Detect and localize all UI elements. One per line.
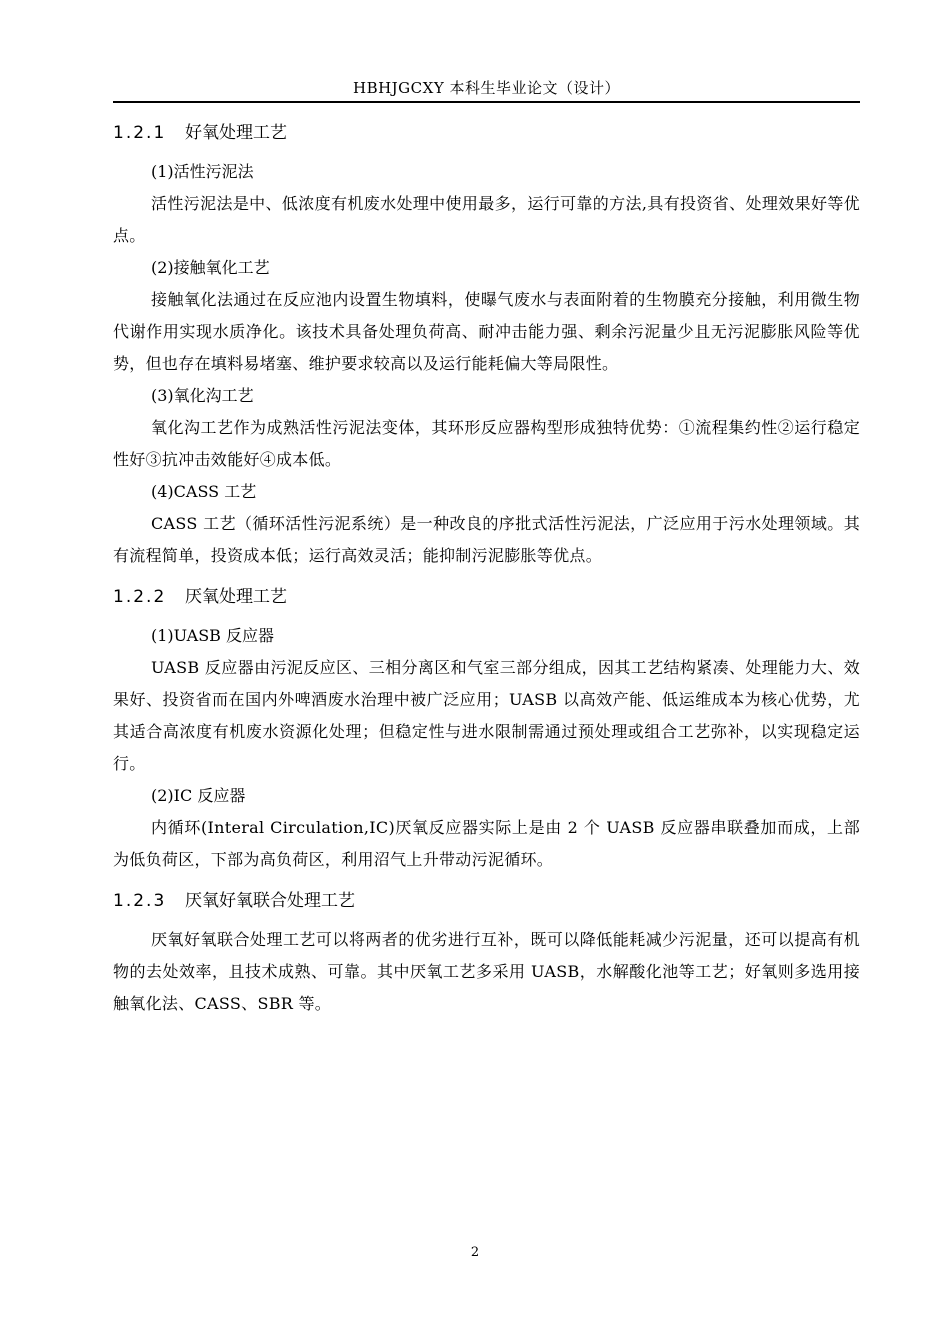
subheading: (1)活性污泥法 [151,162,254,181]
section-title: 厌氧好氧联合处理工艺 [185,891,355,911]
paragraph: 氧化沟工艺作为成熟活性污泥法变体，其环形反应器构型形成独特优势：①流程集约性②运行稳定性好③抗冲击效能好④成本低。 [113,418,860,469]
paragraph: UASB 反应器由污泥反应区、三相分离区和气室三部分组成，因其工艺结构紧凑、处理能力大、效果好、投资省而在国内外啤酒废水治理中被广泛应用；UASB 以高效产能、低运维成本为核心优势，尤其适合高浓度有机废水资源化处理；但稳定性与进水限制需通过预处理或组合工艺弥补，以实现稳定运行。 [113,658,860,773]
paragraph: CASS 工艺（循环活性污泥系统）是一种改良的序批式活性污泥法，广泛应用于污水处理领域。其有流程简单，投资成本低；运行高效灵活；能抑制污泥膨胀等优点。 [113,514,860,565]
subheading: (1)UASB 反应器 [151,626,275,645]
section-heading-1-2-3 [113,888,860,914]
page-number: 2 [470,1245,480,1260]
section-number: 1.2.3 [113,891,167,911]
section-number: 1.2.1 [113,123,167,143]
paragraph: 接触氧化法通过在反应池内设置生物填料，使曝气废水与表面附着的生物膜充分接触，利用微生物代谢作用实现水质净化。该技术具备处理负荷高、耐冲击能力强、剩余污泥量少且无污泥膨胀风险等优势，但也存在填料易堵塞、维护要求较高以及运行能耗偏大等局限性。 [113,290,860,373]
subheading: (2)IC 反应器 [151,786,246,805]
header-rule [113,101,860,103]
running-header: HBHJGCXY 本科生毕业论文（设计） [352,79,620,97]
paragraph: 内循环(Interal Circulation,IC)厌氧反应器实际上是由 2 个 UASB 反应器串联叠加而成，上部为低负荷区，下部为高负荷区，利用沼气上升带动污泥循环。 [113,818,860,869]
section-heading-1-2-1 [113,120,860,146]
section-title: 好氧处理工艺 [185,123,287,143]
subheading: (2)接触氧化工艺 [151,258,270,277]
subheading: (3)氧化沟工艺 [151,386,254,405]
section-heading-1-2-2 [113,584,860,610]
page-body [113,112,860,1020]
paragraph: 活性污泥法是中、低浓度有机废水处理中使用最多，运行可靠的方法,具有投资省、处理效果好等优点。 [113,194,860,245]
section-title: 厌氧处理工艺 [185,587,287,607]
subheading: (4)CASS 工艺 [151,482,257,501]
paragraph: 厌氧好氧联合处理工艺可以将两者的优劣进行互补，既可以降低能耗减少污泥量，还可以提高有机物的去处效率，且技术成熟、可靠。其中厌氧工艺多采用 UASB，水解酸化池等工艺；好氧则多选用接触氧化法、CASS、SBR 等。 [113,930,860,1013]
section-number: 1.2.2 [113,587,167,607]
